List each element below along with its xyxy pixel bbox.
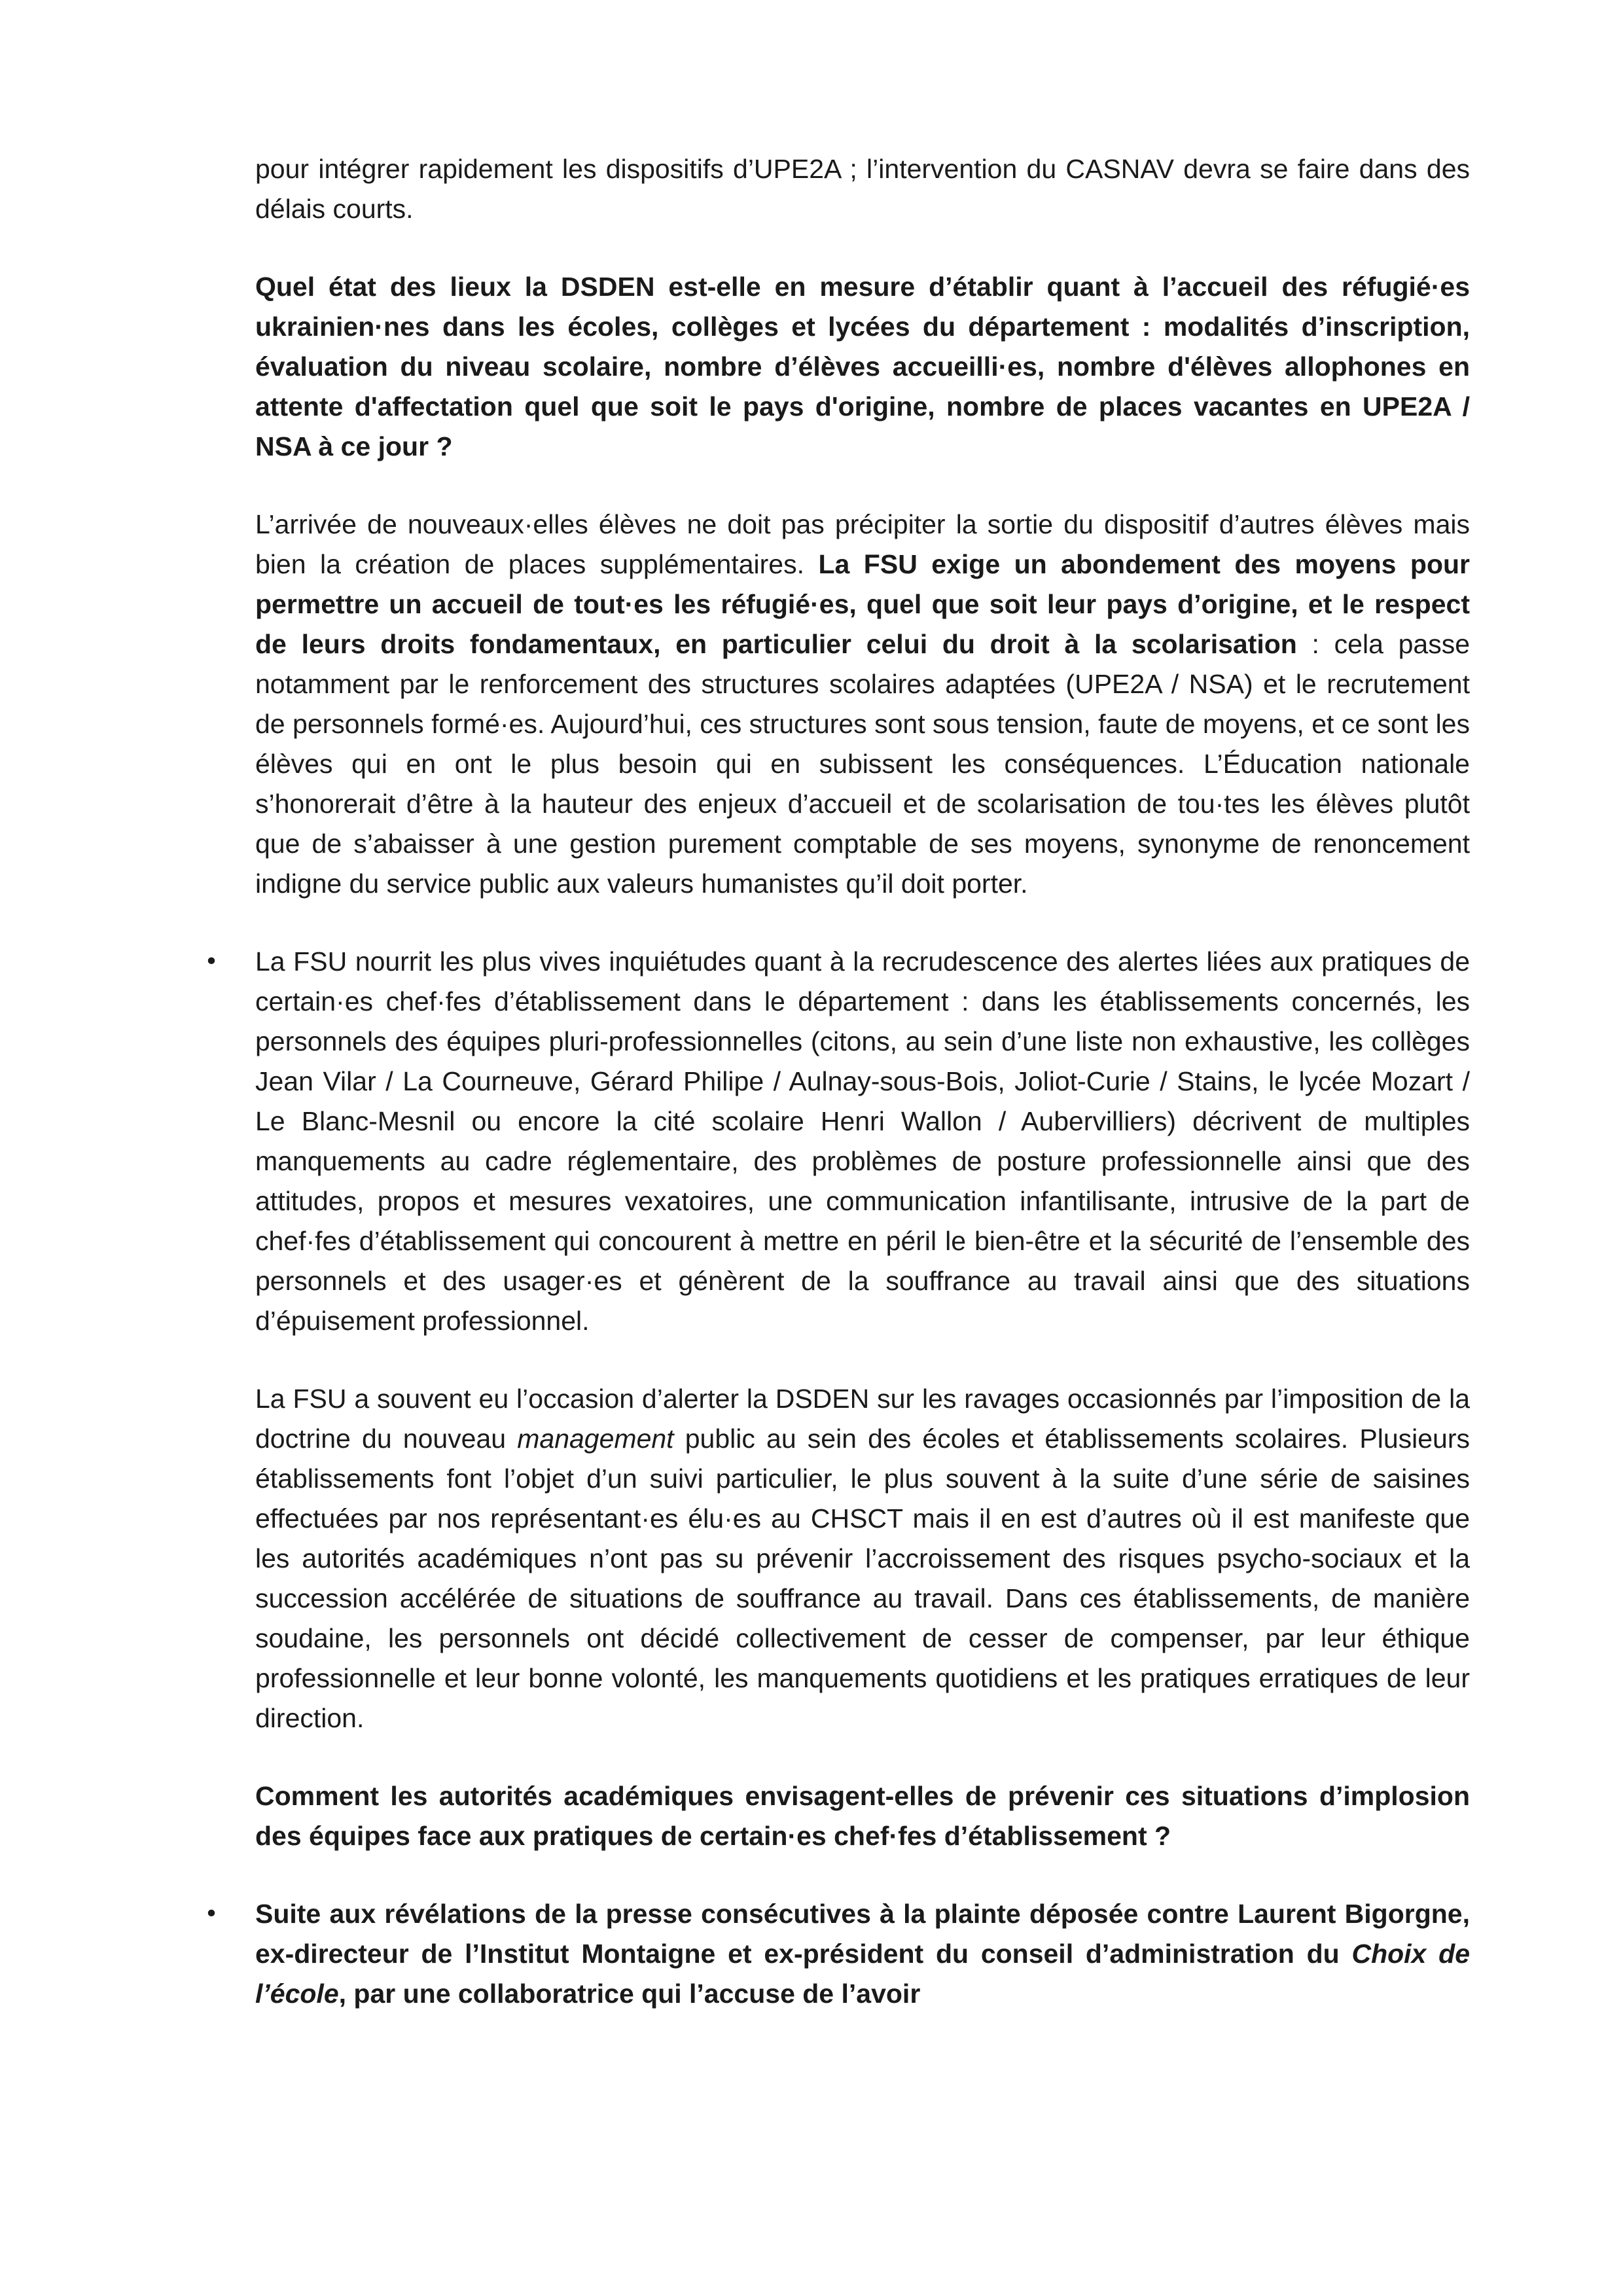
bullet-bigorgne-part2: , par une collaboratrice qui l’accuse de l’avoir bbox=[338, 1979, 921, 2009]
paragraph-alerter-part1: La FSU a souvent eu l’occasion d’alerter la DSDEN sur les ravages occasionnés par l’imposition de la doctrine du nouveau bbox=[255, 1384, 1470, 1454]
question-etat-des-lieux-text: Quel état des lieux la DSDEN est-elle en mesure d’établir quant à l’accueil des réfugié·es ukrainien·nes dans les écoles, collèges et lycées du département : modalités d’inscription, évaluation du niveau scolaire, nombre d’élèves accueilli·es, nombre d'élèves allophones en attente d'affectation quel que soit le pays d'origine, nombre de places vacantes en UPE2A / NSA à ce jour ? bbox=[255, 272, 1470, 461]
bullet-bigorgne-part1: Suite aux révélations de la presse consécutives à la plainte déposée contre Laurent Bigorgne, ex-directeur de l’Institut Montaigne et ex-président du conseil d’administration du bbox=[255, 1899, 1470, 1969]
bullet-icon: • bbox=[204, 948, 219, 975]
question-autorites-text: Comment les autorités académiques envisagent-elles de prévenir ces situations d’implosion des équipes face aux pratiques de certain·es chef·fes d’établissement ? bbox=[255, 1781, 1470, 1851]
bullet-icon: • bbox=[204, 1901, 219, 1928]
bullet-item-chef-fes bbox=[204, 942, 1470, 1341]
paragraph-arrivee-demand: La FSU exige un abondement des moyens pour permettre un accueil de tout·es les réfugié·es, quel que soit leur pays d’origine, et le respect de leurs droits fondamentaux, en particulier celui du droit à la scolarisation bbox=[255, 549, 1470, 659]
paragraph-upe2a-continuation: pour intégrer rapidement les dispositifs d’UPE2A ; l’intervention du CASNAV devra se faire dans des délais courts. bbox=[255, 154, 1470, 224]
question-etat-des-lieux bbox=[255, 267, 1470, 467]
question-autorites-academiques bbox=[255, 1776, 1470, 1856]
bullet-item-chef-fes-text: La FSU nourrit les plus vives inquiétudes quant à la recrudescence des alertes liées aux pratiques de certain·es chef·fes d’établissement dans le département : dans les établissements concernés, les personnels des équipes pluri-professionnelles (citons, au sein d’une liste non exhaustive, les collèges Jean Vilar / La Courneuve, Gérard Philipe / Aulnay-sous-Bois, Joliot-Curie / Stains, le lycée Mozart / Le Blanc-Mesnil ou encore la cité scolaire Henri Wallon / Aubervilliers) décrivent de multiples manquements au cadre réglementaire, des problèmes de posture professionnelle ainsi que des attitudes, propos et mesures vexatoires, une communication infantilisante, intrusive de la part de chef·fes d’établissement qui concourent à mettre en péril le bien-être et la sécurité de l’ensemble des personnels et des usager·es et génèrent de la souffrance au travail ainsi que des situations d’épuisement professionnel. bbox=[255, 946, 1470, 1336]
paragraph-arrivee-part1: L’arrivée de nouveaux·elles élèves ne doit pas précipiter la sortie du dispositif d’autres élèves mais bien la création de places supplémentaires. bbox=[255, 509, 1470, 579]
page-content bbox=[204, 149, 1471, 2014]
paragraph-alerter-dsden bbox=[255, 1379, 1470, 1738]
bullet-item-bigorgne bbox=[204, 1894, 1470, 2014]
bullet-bigorgne-choix-ecole: Choix de l’école bbox=[255, 1939, 1470, 2009]
paragraph-arrivee-eleves bbox=[255, 505, 1470, 904]
paragraph-alerter-management: management bbox=[517, 1424, 674, 1454]
paragraph-alerter-part2: public au sein des écoles et établissements scolaires. Plusieurs établissements font l’objet d’un suivi particulier, le plus souvent à la suite d’une série de saisines effectuées par nos représentant·es élu·es au CHSCT mais il en est d’autres où il est manifeste que les autorités académiques n’ont pas su prévenir l’accroissement des risques psycho-sociaux et la succession accélérée de situations de souffrance au travail. Dans ces établissements, de manière soudaine, les personnels ont décidé collectivement de cesser de compenser, par leur éthique professionnelle et leur bonne volonté, les manquements quotidiens et les pratiques erratiques de leur direction. bbox=[255, 1424, 1470, 1733]
bullet-item-bigorgne-text bbox=[255, 1899, 1470, 2009]
paragraph-arrivee-part2: : cela passe notamment par le renforcement des structures scolaires adaptées (UPE2A / NSA) et le recrutement de personnels formé·es. Aujourd’hui, ces structures sont sous tension, faute de moyens, et ce sont les élèves qui en ont le plus besoin qui en subissent les conséquences. L’Éducation nationale s’honorerait d’être à la hauteur des enjeux d’accueil et de scolarisation de tou·tes les élèves plutôt que de s’abaisser à une gestion purement comptable de ses moyens, synonyme de renoncement indigne du service public aux valeurs humanistes qu’il doit porter. bbox=[255, 629, 1471, 899]
